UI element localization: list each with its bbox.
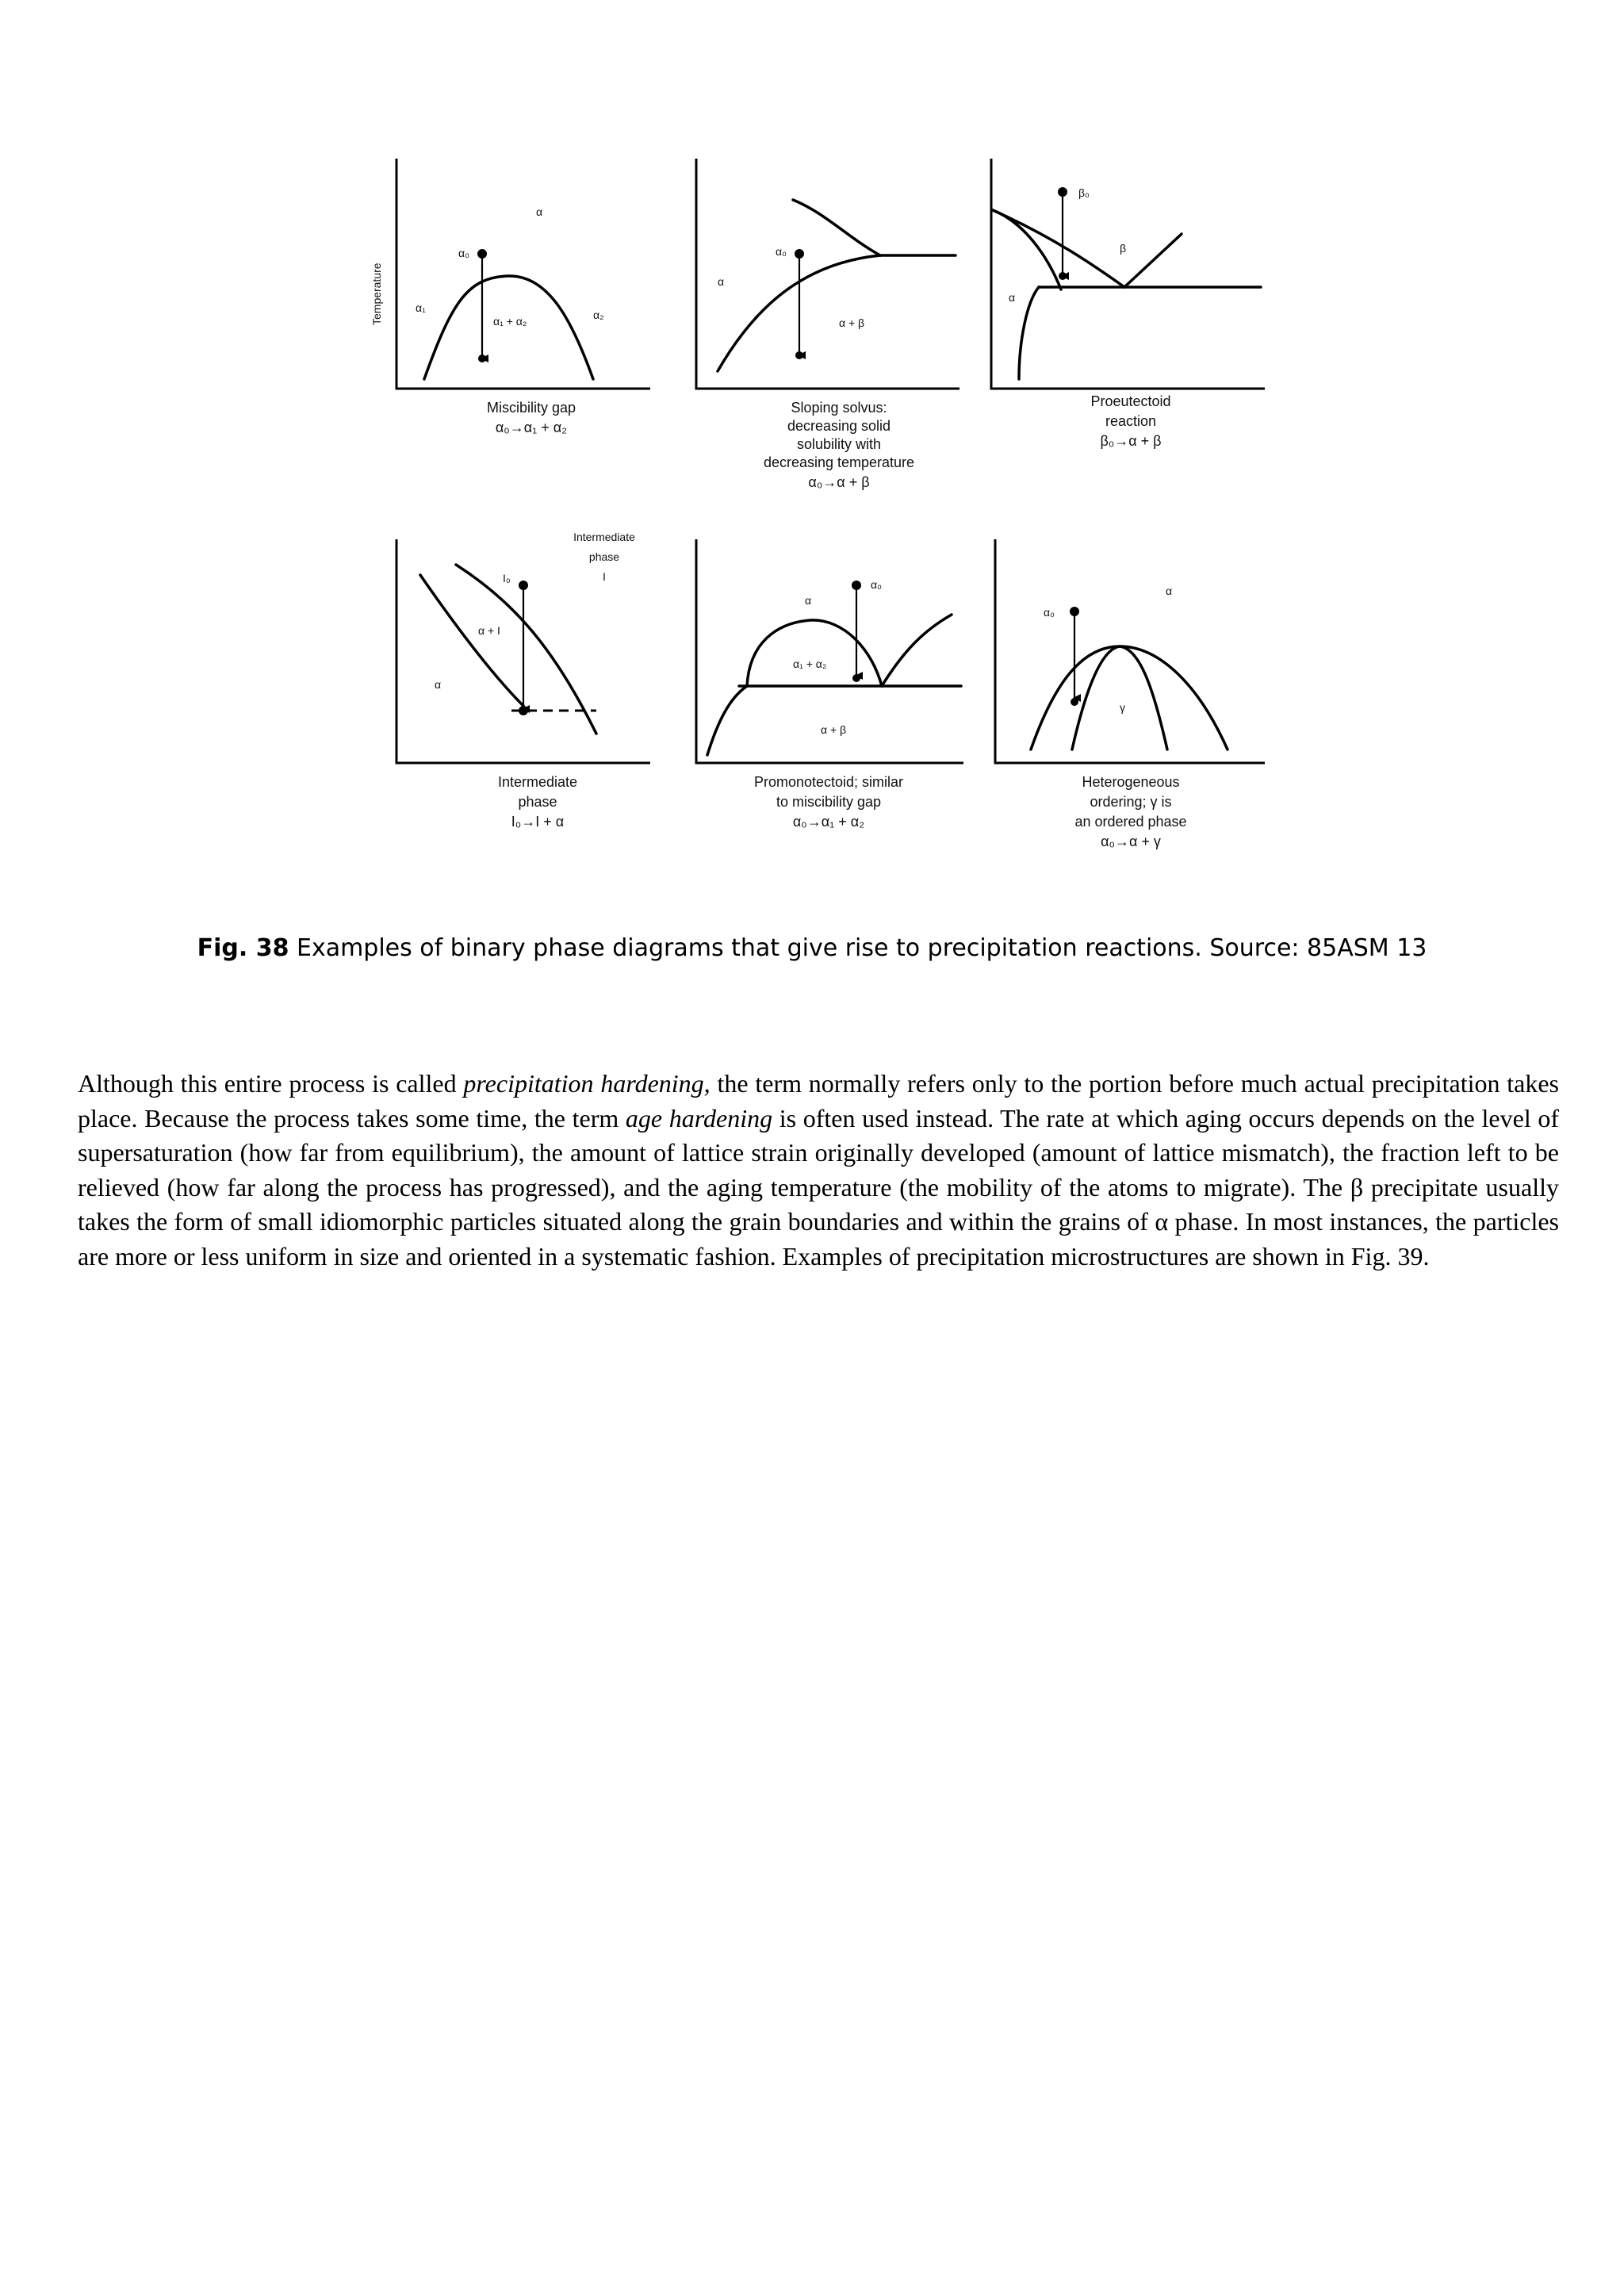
panel-caption-line: Intermediate <box>497 774 578 790</box>
phase-label: α <box>536 205 543 218</box>
panel-heterogeneous-ordering <box>995 539 1265 849</box>
phase-label: α₀ <box>776 245 787 258</box>
phase-label: α₀ <box>458 247 469 259</box>
panel-caption-line: α₀→α₁ + α₂ <box>495 420 568 435</box>
panel-caption-line: Promonotectoid; similar <box>753 774 904 790</box>
phase-label: α <box>805 594 812 607</box>
panel-caption-line: ordering; γ is <box>1090 794 1172 810</box>
paragraph-text: the term normally refers only to the portion before much actual precipitation takes place. Because the process takes some time, the term <box>78 1069 1560 1133</box>
panel-caption-line: Sloping solvus: <box>791 400 887 416</box>
phase-label: α₀ <box>1044 606 1055 619</box>
phase-label: α + I <box>478 624 500 637</box>
panel-intermediate-phase <box>396 531 650 830</box>
panel-caption-line: phase <box>518 794 557 810</box>
panel-caption-line: an ordered phase <box>1074 814 1187 830</box>
panel-caption-line: Heterogeneous <box>1082 774 1180 790</box>
figure-caption-label: Fig. 38 <box>197 934 289 962</box>
phase-label: I₀ <box>503 572 511 585</box>
panel-caption-line: to miscibility gap <box>776 794 882 810</box>
panel-miscibility-gap <box>370 159 650 435</box>
phase-label: α + β <box>821 723 847 736</box>
panel-caption-line: solubility with <box>796 436 882 452</box>
phase-diagram-figure <box>0 0 1624 888</box>
phase-label: α₀ <box>871 578 882 591</box>
phase-label: α <box>435 678 442 691</box>
figure-caption <box>0 934 1624 962</box>
emphasis-term: precipitation hardening, <box>463 1069 710 1098</box>
phase-label: Intermediate <box>573 531 635 543</box>
panel-caption-line: reaction <box>1105 413 1157 429</box>
panel-sloping-solvus <box>696 159 959 490</box>
phase-label: α₁ + α₂ <box>793 657 827 670</box>
temperature-axis-label: Temperature <box>370 263 383 325</box>
phase-label: α₁ + α₂ <box>493 315 527 328</box>
phase-label: β <box>1120 242 1127 255</box>
panel-caption-line: decreasing solid <box>787 418 891 434</box>
phase-label: I <box>603 570 606 583</box>
panel-caption-line: β₀→α + β <box>1100 433 1162 449</box>
panel-caption-line: decreasing temperature <box>763 454 915 470</box>
paragraph-text: is often used instead. The rate at which aging occurs depends on the level of supersaturation (how far from equilibrium), the amount of lattice strain originally developed (amount of lattice mismatch), the fraction left to be relieved (how far along the process has progressed), and the aging temperature (the mobility of the atoms to migrate). The β precipitate usually takes the form of small idiomorphic particles situated along the grain boundaries and within the grains of α phase. In most instances, the particles are more or less uniform in size and oriented in a systematic fashion. Examples of precipitation microstructures are shown in Fig. 39. <box>78 1103 1560 1271</box>
phase-label: phase <box>588 550 620 563</box>
phase-label: α + β <box>839 316 865 329</box>
panel-promonotectoid <box>696 539 963 830</box>
panel-caption-line: Miscibility gap <box>486 400 576 416</box>
figure-caption-text: Examples of binary phase diagrams that give rise to precipitation reactions. Source: 85ASM 13 <box>289 934 1427 962</box>
phase-label: α₁ <box>416 301 426 314</box>
phase-label: β₀ <box>1078 186 1090 199</box>
phase-label: α <box>1009 291 1016 304</box>
phase-label: α <box>718 275 725 288</box>
panel-caption-line: α₀→α₁ + α₂ <box>792 814 865 830</box>
body-paragraph <box>78 1067 1559 1274</box>
phase-label: α <box>1166 585 1173 597</box>
panel-caption-line: I₀→I + α <box>511 814 565 830</box>
phase-label: γ <box>1120 701 1125 714</box>
emphasis-term: age hardening <box>625 1103 773 1133</box>
phase-label: α₂ <box>593 309 604 321</box>
panel-proeutectoid <box>991 159 1265 449</box>
paragraph-text: Although this entire process is called <box>78 1069 464 1098</box>
panel-caption-line: Proeutectoid <box>1090 393 1171 409</box>
panel-caption-line: α₀→α + β <box>808 474 870 490</box>
panel-caption-line: α₀→α + γ <box>1101 834 1161 849</box>
